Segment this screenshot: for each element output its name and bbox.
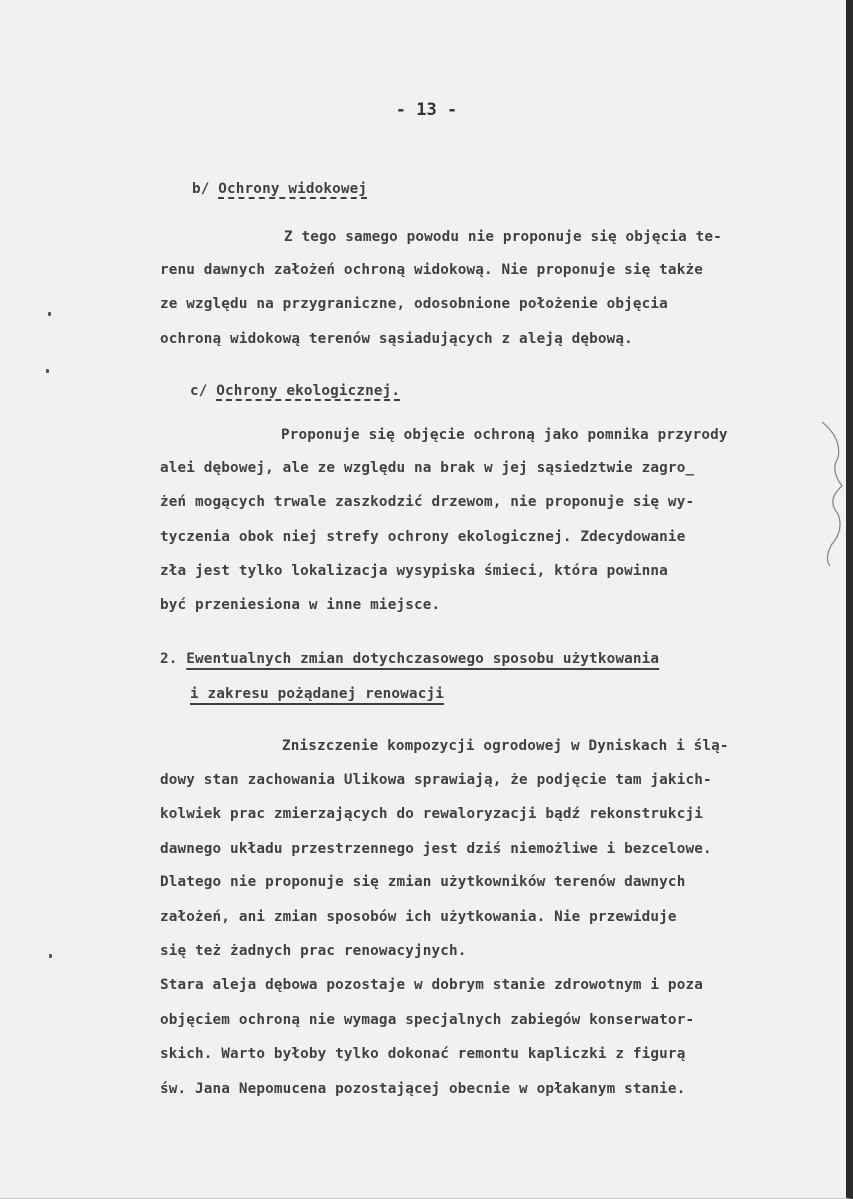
margin-speck [46, 369, 49, 373]
paragraph-line: Z tego samego powodu nie proponuje się objęcia te- [284, 229, 722, 245]
paragraph-line: Proponuje się objęcie ochroną jako pomnika przyrody [281, 427, 728, 443]
paragraph-line: dawnego układu przestrzennego jest dziś niemożliwe i bezcelowe. [160, 841, 712, 857]
section-c-heading [190, 383, 400, 399]
paragraph-line: założeń, ani zmian sposobów ich użytkowania. Nie przewiduje [160, 909, 677, 925]
paragraph-line: Stara aleja dębowa pozostaje w dobrym stanie zdrowotnym i poza [160, 977, 703, 993]
paragraph-line: Zniszczenie kompozycji ogrodowej w Dyniskach i ślą- [282, 738, 729, 754]
margin-speck [49, 954, 52, 958]
section-c-prefix: c/ [190, 383, 217, 399]
page-number: - 13 - [395, 100, 458, 120]
paragraph-line: dowy stan zachowania Ulikowa sprawiają, że podjęcie tam jakich- [160, 772, 712, 788]
paragraph-line: być przeniesiona w inne miejsce. [160, 597, 441, 613]
paragraph-line: objęciem ochroną nie wymaga specjalnych zabiegów konserwator- [160, 1012, 695, 1028]
section-c-title: Ochrony ekologicznej. [216, 383, 401, 399]
paragraph-line: renu dawnych założeń ochroną widokową. Nie proponuje się także [160, 262, 703, 278]
paragraph-line: św. Jana Nepomucena pozostającej obecnie w opłakanym stanie. [160, 1081, 686, 1097]
paragraph-line: żeń mogących trwale zaszkodzić drzewom, nie proponuje się wy- [160, 494, 695, 510]
section-2-title-line1: Ewentualnych zmian dotychczasowego sposobu użytkowania [186, 651, 660, 667]
section-b-heading [192, 181, 367, 197]
paragraph-line: zła jest tylko lokalizacja wysypiska śmieci, która powinna [160, 563, 668, 579]
margin-bracket-mark [818, 418, 848, 568]
paragraph-line: ze względu na przygraniczne, odosobnione położenie objęcia [160, 296, 668, 312]
section-b-prefix: b/ [192, 181, 219, 197]
section-2-prefix: 2. [160, 651, 187, 667]
section-b-title: Ochrony widokowej [218, 181, 368, 197]
paragraph-line: alei dębowej, ale ze względu na brak w jej sąsiedztwie zagro_ [160, 460, 695, 476]
paragraph-line: się też żadnych prac renowacyjnych. [160, 943, 467, 959]
section-2-heading-cont [190, 686, 444, 702]
paragraph-line: skich. Warto byłoby tylko dokonać remontu kapliczki z figurą [160, 1046, 686, 1062]
paragraph-line: tyczenia obok niej strefy ochrony ekologicznej. Zdecydowanie [160, 529, 686, 545]
section-2-title-line2: i zakresu pożądanej renowacji [190, 686, 444, 702]
paragraph-line: ochroną widokową terenów sąsiadujących z aleją dębową. [160, 331, 633, 347]
paragraph-line: kolwiek prac zmierzających do rewaloryzacji bądź rekonstrukcji [160, 806, 703, 822]
paragraph-line: Dlatego nie proponuje się zmian użytkowników terenów dawnych [160, 874, 686, 890]
margin-speck [48, 312, 51, 316]
section-2-heading [160, 651, 659, 667]
